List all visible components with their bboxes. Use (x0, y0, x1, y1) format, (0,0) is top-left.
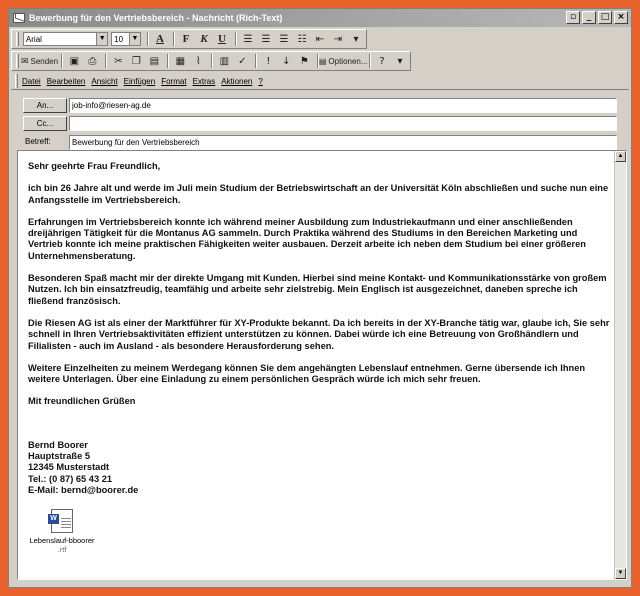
bold-button[interactable]: F (182, 33, 190, 45)
scroll-up-icon[interactable]: ▲ (615, 151, 626, 162)
window-title: Bewerbung für den Vertriebsbereich - Nachricht (Rich-Text) (29, 13, 283, 23)
font-size-select[interactable] (111, 32, 141, 46)
signature-name: Bernd Boorer (28, 439, 88, 450)
menu-aktionen[interactable]: Aktionen (221, 76, 253, 86)
chevron-down-icon: ▼ (129, 33, 140, 45)
standard-toolbar (11, 51, 411, 71)
font-select[interactable] (23, 32, 108, 46)
message-window (8, 8, 632, 588)
separator (167, 54, 169, 68)
help-icon[interactable]: ? (379, 55, 385, 67)
toolbar-grip[interactable] (15, 74, 18, 88)
signature-street: Hauptstraße 5 (28, 451, 90, 462)
paragraph-4: Die Riesen AG ist als einer der Marktführer für XY-Produkte bekannt. Da ich bereits in der XY-Branche tätig war, glaube ich, Sie sehr schnell in Ihren Vertriebsaktivitäten effizient unterstützen zu können. Dabei würde ich eine Betreuung von Großhändlern und Filialisten - auch im Ausland - als besondere Herausforderung sehen. (28, 317, 610, 351)
print-icon[interactable]: ⎙ (88, 55, 97, 67)
separator (369, 54, 371, 68)
send-button[interactable] (20, 53, 59, 69)
separator (147, 32, 149, 46)
underline-button[interactable]: U (218, 33, 226, 45)
to-button[interactable]: An... (23, 98, 67, 113)
signature-phone: Tel.: (0 87) 65 43 21 (28, 473, 113, 484)
bullet-list-icon[interactable]: ☷ (297, 33, 307, 45)
separator (105, 54, 107, 68)
toolbar-grip[interactable] (16, 54, 19, 68)
message-header (11, 89, 629, 149)
attachment[interactable] (22, 509, 102, 554)
flag-icon[interactable]: ⚑ (299, 55, 309, 67)
options-label: Optionen... (328, 56, 368, 66)
paste-icon[interactable]: ▤ (149, 55, 160, 67)
vertical-scrollbar[interactable] (614, 151, 626, 579)
envelope-icon (13, 13, 25, 23)
paragraph-3: Besonderen Spaß macht mir der direkte Umgang mit Kunden. Hierbei sind meine Kontakt- und Kommunikationsstärke von großem Nutzen. Ich bin einsatzfreudig, teamfähig und arbeite sehr zielstrebig. Mein Englisch ist ausgezeichnet, daneben spreche ich fließend französisch. (28, 273, 607, 306)
send-label: Senden (30, 56, 59, 66)
separator (211, 54, 213, 68)
cc-row (11, 116, 629, 132)
closing: Mit freundlichen Grüßen (28, 396, 136, 407)
decrease-indent-icon[interactable]: ⇤ (315, 33, 325, 45)
address-book-icon[interactable]: ▥ (219, 55, 230, 67)
paperclip-icon[interactable]: ⌇ (195, 55, 201, 67)
to-row (11, 98, 629, 114)
send-icon: ✉ (20, 55, 29, 66)
separator (173, 32, 175, 46)
attachment-ext: .rtf (57, 545, 67, 554)
attach-file-icon[interactable]: ▦ (175, 55, 186, 67)
paragraph-2: Erfahrungen im Vertriebsbereich konnte ich während meiner Ausbildung zum Industriekaufmann und einer anschließenden dreijährigen Tätigkeit für die Montanus AG sammeln. Durch Praktika während des Studiums in den Bereichen Marketing und Vertrieb konnte ich meine praktischen Fähigkeiten weiter ausbauen. Derzeit arbeite ich neben dem Studium bei einer größeren Unternehmensberatung. (28, 216, 586, 261)
font-size-value: 10 (114, 34, 124, 44)
menu-help[interactable]: ? (258, 76, 263, 86)
font-value: Arial (25, 34, 42, 44)
message-body[interactable] (17, 150, 627, 580)
align-center-icon[interactable]: ☰ (261, 33, 271, 45)
cc-button[interactable]: Cc... (23, 116, 67, 131)
toolbar-options-icon[interactable]: ▾ (397, 55, 403, 67)
maximize-button[interactable]: □ (598, 11, 612, 24)
subject-field[interactable]: Bewerbung für den Vertriebsbereich (69, 135, 617, 150)
copy-icon[interactable]: ❐ (131, 55, 141, 67)
cc-field[interactable] (69, 116, 617, 131)
separator (235, 32, 237, 46)
signature (28, 440, 612, 496)
importance-low-icon[interactable]: ↓ (282, 55, 291, 67)
scroll-down-icon[interactable]: ▼ (615, 568, 626, 579)
message-text[interactable] (28, 161, 612, 496)
options-icon: ▤ (318, 56, 327, 66)
to-field[interactable]: job-info@riesen-ag.de (69, 98, 617, 113)
chevron-down-icon: ▼ (96, 33, 107, 45)
toolbar-options-icon[interactable]: ▾ (353, 33, 359, 45)
menu-ansicht[interactable]: Ansicht (91, 76, 118, 86)
toolbar-grip[interactable] (16, 32, 19, 46)
menu-bar (11, 73, 629, 89)
signature-city: 12345 Musterstadt (28, 462, 110, 473)
menu-bearbeiten[interactable]: Bearbeiten (46, 76, 86, 86)
options-button[interactable] (318, 53, 368, 69)
increase-indent-icon[interactable]: ⇥ (333, 33, 343, 45)
font-color-button[interactable]: A (156, 33, 164, 45)
paragraph-1: ich bin 26 Jahre alt und werde im Juli mein Studium der Betriebswirtschaft an der Universität Köln abschließen und suche nun eine Anfangsstelle im Vertriebsbereich. (28, 183, 609, 205)
separator (255, 54, 257, 68)
check-names-icon[interactable]: ✓ (238, 55, 247, 67)
align-left-icon[interactable]: ☰ (243, 33, 253, 45)
importance-high-icon[interactable]: ! (266, 55, 271, 67)
italic-button[interactable]: K (200, 33, 208, 45)
save-icon[interactable]: ▣ (69, 55, 80, 67)
menu-datei[interactable]: Datei (22, 76, 41, 86)
menu-einfuegen[interactable]: Einfügen (123, 76, 156, 86)
greeting: Sehr geehrte Frau Freundlich, (28, 161, 161, 171)
menu-format[interactable]: Format (161, 76, 187, 86)
subject-row (11, 135, 629, 151)
paragraph-5: Weitere Einzelheiten zu meinem Werdegang können Sie dem angehängten Lebenslauf entnehmen. Gerne übersende ich Ihnen weitere Unterlagen. Über eine Einladung zu einem persönlichen Gespräch würde ich mich sehr freuen. (28, 362, 586, 385)
menu-extras[interactable]: Extras (192, 76, 216, 86)
separator (61, 54, 63, 68)
subject-label: Betreff: (25, 137, 51, 146)
align-right-icon[interactable]: ☰ (279, 33, 289, 45)
title-bar (9, 9, 631, 27)
window-controls (566, 11, 628, 24)
restore-icon[interactable]: ▫ (566, 11, 580, 24)
word-document-icon (51, 509, 73, 533)
cut-icon[interactable]: ✂ (114, 55, 123, 67)
format-toolbar (11, 29, 367, 49)
close-button[interactable]: × (614, 11, 628, 24)
attachment-name: Lebenslauf-bboorer (29, 536, 95, 545)
minimize-button[interactable]: _ (582, 11, 596, 24)
signature-email: E-Mail: bernd@boorer.de (28, 484, 139, 495)
